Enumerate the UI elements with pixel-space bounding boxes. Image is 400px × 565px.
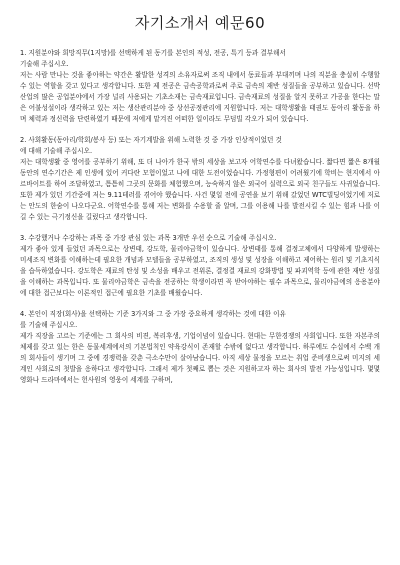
section-3	[20, 233, 380, 299]
section-2-answer: 저는 대학생활 중 영어를 공부하기 위해, 또 더 나아가 한국 밖의 세상을 보고자 어학연수를 다녀왔습니다. 짧다면 짧은 8개월 동안의 연수기간은 제 인생에 있어 커다란 모험이었고 나에 대한 도전이었습니다. 가정형편이 어려웠기에 학비는 현지에서 아르바이트를 하여 조달하였고, 틈틈히 그곳의 문화를 체험했으며, 능숙하지 않은 외국어 실력으로 외국 친구들도 사귀었습니다. 또한 제가 있던 기간중에 저는 9.11테러를 겪어야 했습니다. 사건 몇일 전에 공연을 보기 위해 갔었던 WTC빌딩이었기에 저로는 안도의 한숨이 나오다군요. 어학연수를 통해 저는 변화를 수용할 줄 알며, 그를 이용해 나를 발전시킬 수 있는 힘과 나를 이길 수 있는 극기정신을 길렀다고 생각합니다.	[20, 158, 380, 221]
section-4-answer: 제가 직장을 고르는 기준에는 그 회사의 비젼, 복리후생, 기업이념이 있습니다. 현대는 무한경쟁의 사회입니다. 또한 자본주의 체제를 갖고 있는 한은 동물세계에서의 기본법칙인 약육강식이 존재할 수밖에 없다고 생각합니다. 하루에도 수십에서 수백 개의 회사들이 생기며 그 중에 경쟁력을 갖춘 극소수만이 살아남습니다. 아직 세상 물정을 모르는 취업 준비생으로써 미지의 세계인 사회로의 첫발을 응하다고 생각합니다. 그래서 제가 첫째로 뽑는 것은 지원하고자 하는 회사의 발전 가능성입니다. 몇몇 영화나 드라마에서는 헌사원의 영웅이 세계를 구하며,	[20, 332, 380, 384]
section-2	[20, 135, 380, 223]
section-3-question: 3. 수강했거나 수강하는 과목 중 가장 관심 있는 과목 3개만 우선 순으로 기술해 주십시오.	[20, 234, 277, 242]
section-4	[20, 309, 380, 386]
section-1-question: 1. 지원분야와 희망직무(1지망)를 선택하게 된 동기를 본인의 적성, 전공, 특기 등과 결부해서 기술해 주십시오.	[20, 49, 286, 68]
document-title: 자기소개서 예문60	[134, 14, 266, 32]
section-3-answer: 제가 좋아 있게 들었던 과목으로는 상변태, 강도학, 물리야금학이 있습니다. 상변태를 통해 결정고체에서 다양하게 발생하는 미세조직 변화를 이해하는데 필요한 개념과 모델들을 공부하였고, 조직의 생성 및 성장을 이해하고 제어하는 원리 및 기초지식을 습득하였습니다. 강도학은 재료의 탄성 및 소성을 배우고 전위론, 결정결 재료의 강화방법 및 파괴역학 등에 관한 재반 성질을 이해하는 과목입니다. 또 물리야금학은 금속을 전공하는 학생이라면 꼭 받아야하는 필수 과목으로, 물리야금에의 응용분야에 대한 접근보다는 이론적인 접근에 필요한 기초를 배웠습니다.	[20, 245, 380, 297]
section-4-question: 4. 본인이 직장(회사)을 선택하는 기준 3가지와 그 중 가장 중요하게 생각하는 것에 대한 이유 를 기술해 주십시오.	[20, 310, 286, 329]
section-1-answer: 저는 사람 만나는 것을 좋아하는 약간은 활발한 성격의 소유자로써 조직 내에서 동료들과 부대끼며 나의 직분을 충실히 수행할 수 있는 역할을 갖고 있다고 생각합니다. 또한 제 전공은 금속공학과로써 주로 금속의 재반 성질들을 공부하고 있습니다. 선박산업의 많은 공업분야에서 가장 널리 사용되는 기초소재는 금속재료입니다. 금속재료의 성질을 알지 못하고 가공을 한다는 말은 어불성설이라 생각하고 있는 저는 생산관리분야 중 상선공정관리에 지원합니다. 저는 대학생활을 태권도 동아리 활동을 하며 체력과 정신력을 단련하였기 때문에 저에게 맡겨진 어떠한 일이라도 무덤빌 각오가 되어 있습니다.	[20, 71, 380, 123]
section-2-question: 2. 사회활동(동아리/학회/봉사 등) 또는 자기계발을 위해 노력한 것 중 가장 인상적이었던 것 에 대해 기술해 주십시오.	[20, 136, 282, 155]
section-1	[20, 48, 380, 125]
